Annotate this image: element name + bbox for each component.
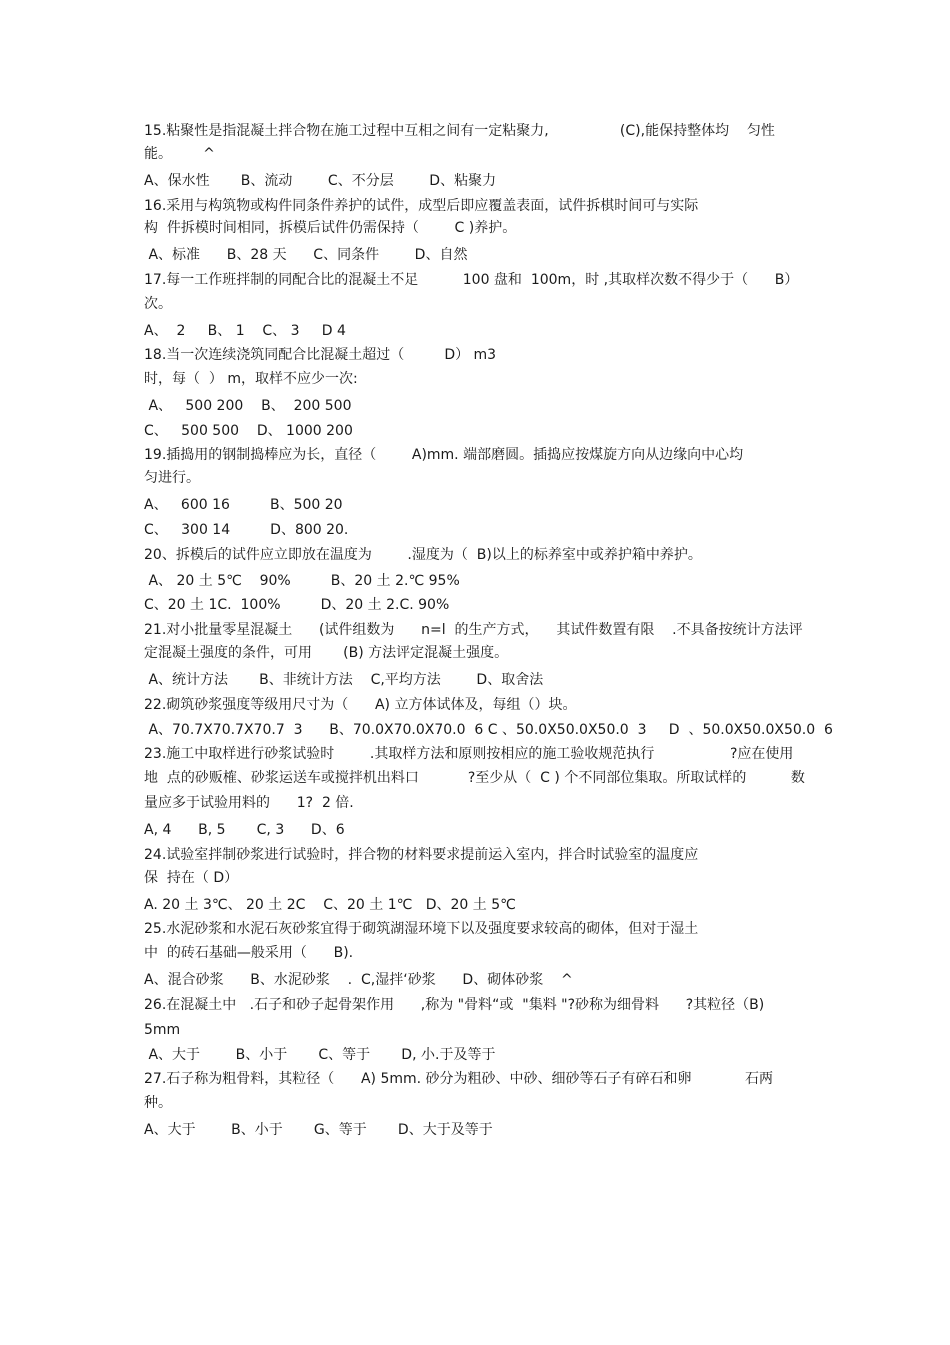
q19-options-ab: A、 600 16 B、500 20: [144, 497, 343, 513]
q22-line-1: 22.砌筑砂浆强度等级用尺寸为（ A) 立方体试体及，每组（）块。: [144, 697, 577, 713]
q23-line-1: 23.施工中取样进行砂浆试验时 .其取样方法和原则按相应的施工验收规范执行 ?应在使用: [144, 746, 794, 762]
q20-options-ab: A、 20 土 5℃ 90% B、20 土 2.℃ 95%: [144, 573, 460, 589]
q21-line-1: 21.对小批量零星混凝土 (试件组数为 n=l 的生产方式， 其试件数置有限 .不具备按统计方法评: [144, 622, 803, 638]
q24-line-2: 保 持在（ D）: [144, 870, 239, 886]
q21-options: A、统计方法 B、非统计方法 C,平均方法 D、取舍法: [144, 672, 544, 688]
q27-line-1: 27.石子称为粗骨料，其粒径（ A) 5mm. 砂分为粗砂、中砂、细砂等石子有碎石和卵 石两: [144, 1071, 773, 1087]
q23-line-2: 地 点的砂贩榷、砂浆运送车或搅拌机出料口 ?至少从（ C ) 个不同部位集取。所取试样的 数: [144, 770, 805, 786]
q19-options-cd: C、 300 14 D、800 20.: [144, 522, 349, 538]
q16-line-2: 构 件拆模时间相同，拆模后试件仍需保持（ C )养护。: [144, 220, 517, 236]
q18-line-1: 18.当一次连续浇筑同配合比混凝土超过（ D） m3: [144, 347, 497, 363]
q17-options: A、 2 B、 1 C、 3 D 4: [144, 323, 346, 339]
q21-line-2: 定混凝土强度的条件，可用 (B) 方法评定混凝土强度。: [144, 645, 509, 661]
q16-line-1: 16.采用与构筑物或构件同条件养护的试件，成型后即应覆盖表面，试件拆棋时间可与实际: [144, 198, 699, 214]
q24-options: A. 20 土 3℃、 20 土 2C C、20 土 1℃ D、20 土 5℃: [144, 897, 516, 913]
q25-options: A、混合砂浆 B、水泥砂浆 . C,湿拌‘砂浆 D、砌体砂浆 ^: [144, 972, 573, 988]
q19-line-1: 19.插捣用的钢制捣棒应为长，直径（ A)mm. 端部磨圆。插捣应按煤旋方向从边缘向中心均: [144, 447, 744, 463]
q17-line-1: 17.每一工作班拌制的同配合比的混凝土不足 100 盘和 100m，时 ,其取样次数不得少于（ B）: [144, 272, 799, 288]
q19-line-2: 匀进行。: [144, 470, 200, 486]
q18-options-ab: A、 500 200 B、 200 500: [144, 398, 352, 414]
q23-line-3: 量应多于试验用料的 1? 2 倍.: [144, 795, 354, 811]
q18-options-cd: C、 500 500 D、 1000 200: [144, 423, 353, 439]
q20-options-cd: C、20 土 1C. 100% D、20 土 2.C. 90%: [144, 597, 450, 613]
q22-options: A、70.7X70.7X70.7 3 B、70.0X70.0X70.0 6 C 、50.0X50.0X50.0 3 D 、50.0X50.0X50.0 6: [144, 722, 833, 738]
q26-options: A、大于 B、小于 C、等于 D, 小.于及等于: [144, 1047, 496, 1063]
q16-options: A、标准 B、28 天 C、同条件 D、自然: [144, 247, 468, 263]
q15-line-1: 15.粘聚性是指混凝土拌合物在施工过程中互相之间有一定粘聚力, (C),能保持整体均 匀性: [144, 123, 775, 139]
q15-options: A、保水性 B、流动 C、不分层 D、粘聚力: [144, 173, 497, 189]
q25-line-2: 中 的砖石基础—般采用（ B).: [144, 945, 354, 961]
q15-line-2: 能。 ^: [144, 146, 215, 162]
q23-options: A, 4 B, 5 C, 3 D、6: [144, 822, 345, 838]
q26-line-1: 26.在混凝土中 .石子和砂子起骨架作用 ,称为 "骨料“或 "集料 "?砂称为细骨料 ?其粒径（B): [144, 997, 765, 1013]
q27-options: A、大于 B、小于 G、等于 D、大于及等于: [144, 1122, 493, 1138]
q25-line-1: 25.水泥砂浆和水泥石灰砂浆宜得于砌筑湖湿环境下以及强度要求较高的砌体，但对于湿土: [144, 921, 699, 937]
q27-line-2: 种。: [144, 1095, 172, 1111]
q26-line-2: 5mm: [144, 1022, 181, 1038]
q24-line-1: 24.试验室拌制砂浆进行试验时，拌合物的材料要求提前运入室内，拌合时试验室的温度应: [144, 847, 699, 863]
q20-line-1: 20、拆模后的试件应立即放在温度为 .湿度为（ B)以上的标养室中或养护箱中养护。: [144, 547, 702, 563]
q18-line-2: 时，每（ ） m，取样不应少一次:: [144, 371, 358, 387]
q17-line-2: 次。: [144, 296, 172, 312]
